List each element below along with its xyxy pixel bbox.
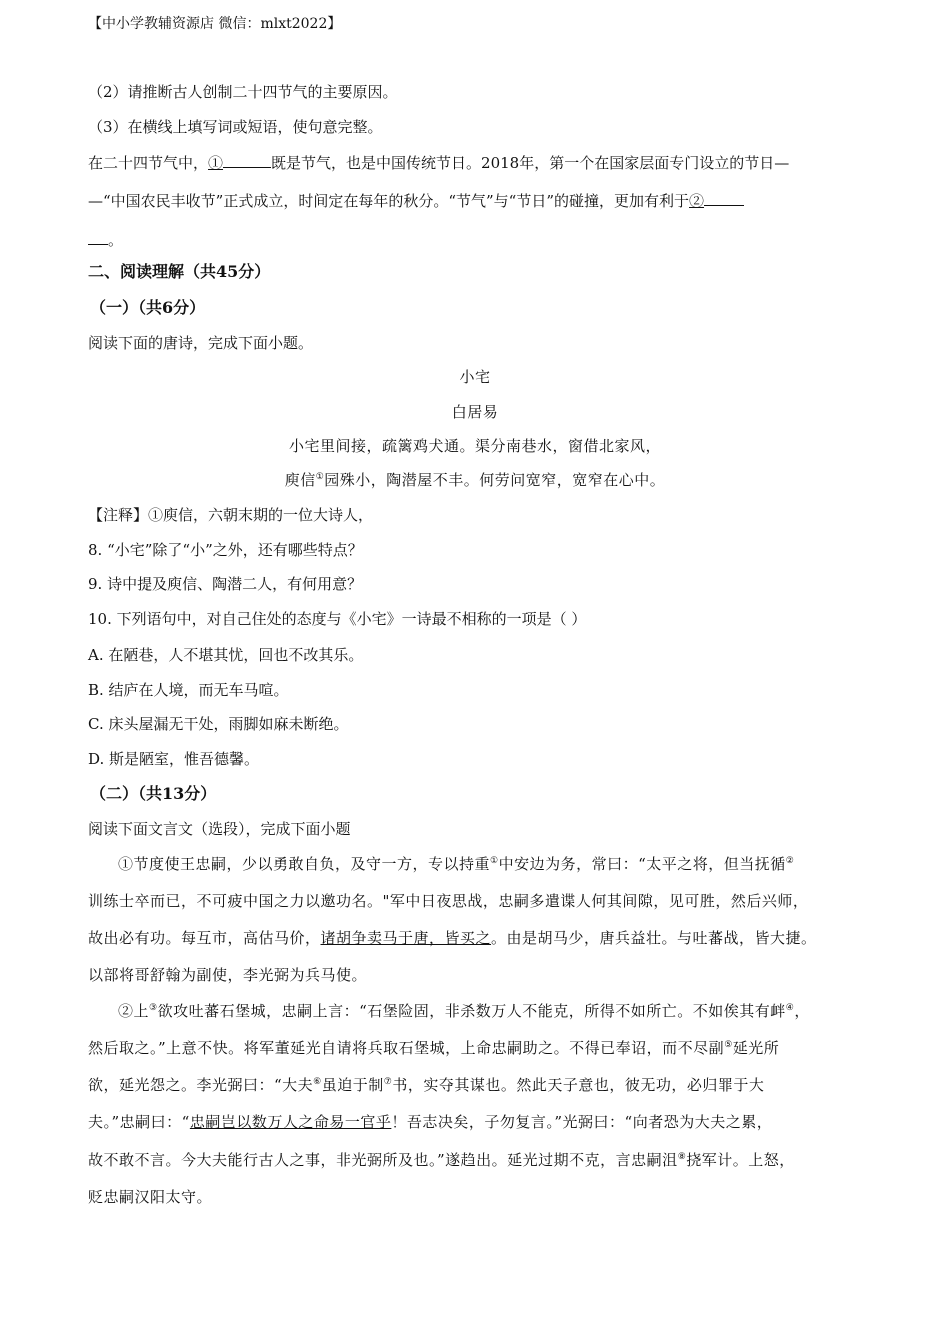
passage-2-line-4 — [88, 1112, 772, 1132]
text: 然后取之。”上意不快。将军董延光自请将兵取石堡城，上命忠嗣助之。不得已奉诏，而不尽副 — [88, 1039, 725, 1057]
fill-blank-line-3 — [88, 228, 123, 250]
text: ①节度使王忠嗣，少以勇敢自负，及守一方，专以持重 — [118, 855, 491, 873]
text: 挠军计。上怒， — [686, 1151, 795, 1169]
text: 书，实夺其谋也。然此天子意也，彼无功，必归罪于大 — [392, 1076, 765, 1094]
subsection-1-title: （一）（共6分） — [90, 298, 206, 317]
blank-marker-1: ① — [208, 154, 224, 172]
footnote-mark: ⑥ — [313, 1077, 322, 1087]
poem-note: 【注释】①庾信，六朝末期的一位大诗人， — [88, 506, 374, 524]
fill-blank-line-2 — [88, 189, 744, 211]
footnote-mark: ① — [490, 856, 499, 866]
footnote-mark: ③ — [149, 1003, 158, 1013]
text: 欲，延光怨之。李光弼曰：“大夫 — [88, 1076, 314, 1094]
poem-author: 白居易 — [451, 403, 499, 421]
poem-title: 小宅 — [459, 368, 491, 386]
footnote-mark: ① — [315, 472, 325, 482]
footnote-mark: ⑤ — [724, 1040, 733, 1050]
subsection-2-title: （二）（共13分） — [90, 784, 217, 803]
footnote-mark: ⑦ — [383, 1077, 393, 1087]
underlined-sentence: 诸胡争卖马于唐，皆买之 — [320, 929, 492, 947]
text: —“中国农民丰收节”正式成立，时间定在每年的秋分。“节气”与“节日”的碰撞，更加有利于 — [88, 192, 690, 210]
intro-passage: 阅读下面文言文（选段），完成下面小题 — [88, 820, 351, 838]
text: 园殊小，陶潜屋不丰。何劳问宽窄，宽窄在心中。 — [324, 471, 666, 489]
section-title: 二、阅读理解（共45分） — [88, 262, 271, 281]
passage-1-line-4: 以部将哥舒翰为副使，李光弼为兵马使。 — [88, 966, 368, 984]
text: ②上 — [118, 1002, 150, 1020]
answer-blank-2-cont[interactable] — [88, 228, 108, 245]
passage-2-line-3 — [88, 1075, 764, 1095]
text: 延光所 — [732, 1039, 780, 1057]
text: 既是节气，也是中国传统节日。2018年，第一个在国家层面专门设立的节日— — [271, 154, 790, 172]
passage-1-line-3 — [88, 928, 817, 948]
poem-line-1: 小宅里间接，疏篱鸡犬通。渠分南巷水，窗借北家风， — [288, 437, 661, 455]
passage-2-line-1 — [118, 1001, 810, 1021]
passage-2-line-5 — [88, 1150, 795, 1170]
intro-poem: 阅读下面的唐诗，完成下面小题。 — [88, 334, 314, 352]
option-c: C. 床头屋漏无干处，雨脚如麻未断绝。 — [88, 715, 349, 733]
text: 欲攻吐蕃石堡城，忠嗣上言：“石堡险固，非杀数万人不能克，所得不如所亡。不如俟其有衅 — [157, 1002, 786, 1020]
text: 中安边为务，常曰：“太平之将，但当抚循 — [498, 855, 786, 873]
question-9: 9. 诗中提及庾信、陶潜二人，有何用意？ — [88, 575, 363, 593]
question-2: （2）请推断古人创制二十四节气的主要原因。 — [88, 83, 398, 101]
passage-2-line-2 — [88, 1038, 779, 1058]
question-8: 8. “小宅”除了“小”之外，还有哪些特点？ — [88, 541, 363, 559]
answer-blank-2[interactable] — [704, 189, 744, 206]
question-10: 10. 下列语句中，对自己住处的态度与《小宅》一诗最不相称的一项是（ ） — [88, 610, 587, 628]
blank-marker-2: ② — [689, 192, 705, 210]
passage-1-line-1 — [118, 854, 794, 874]
footnote-mark: ② — [785, 856, 795, 866]
option-a: A. 在陋巷，人不堪其忧，回也不改其乐。 — [88, 646, 364, 664]
text: ， — [794, 1002, 810, 1020]
text: 夫。”忠嗣曰：“ — [88, 1113, 190, 1131]
poem-line-2 — [0, 470, 950, 490]
passage-1-line-2: 训练士卒而已，不可疲中国之力以邀功名。"军中日夜思战，忠嗣多遣谍人何其间隙，见可胜，然后兴师， — [88, 892, 809, 910]
page-header: 【中小学教辅资源店 微信：mlxt2022】 — [88, 16, 342, 32]
text: ！吾志决矣，子勿复言。”光弼曰：“向者恐为大夫之累， — [391, 1113, 773, 1131]
text: 虽迫于制 — [321, 1076, 384, 1094]
answer-blank-1[interactable] — [223, 151, 271, 168]
text: 。 — [108, 231, 124, 249]
text: 在二十四节气中， — [88, 154, 209, 172]
question-3: （3）在横线上填写词或短语，使句意完整。 — [88, 118, 383, 136]
text: 庾信 — [284, 471, 316, 489]
option-b: B. 结庐在人境，而无车马喧。 — [88, 681, 289, 699]
passage-2-line-6: 贬忠嗣汉阳太守。 — [88, 1188, 213, 1206]
text: 故不敢不言。今大夫能行古人之事，非光弼所及也。”遂趋出。延光过期不克，言忠嗣沮 — [88, 1151, 678, 1169]
text: 。由是胡马少，唐兵益壮。与吐蕃战，皆大捷。 — [491, 929, 817, 947]
text: 故出必有功。每互市，高估马价， — [88, 929, 321, 947]
underlined-sentence: 忠嗣岂以数万人之命易一官乎 — [189, 1113, 392, 1131]
option-d: D. 斯是陋室，惟吾德馨。 — [88, 750, 260, 768]
footnote-mark: ⑧ — [677, 1152, 687, 1162]
footnote-mark: ④ — [785, 1003, 795, 1013]
fill-blank-line-1 — [88, 151, 789, 173]
